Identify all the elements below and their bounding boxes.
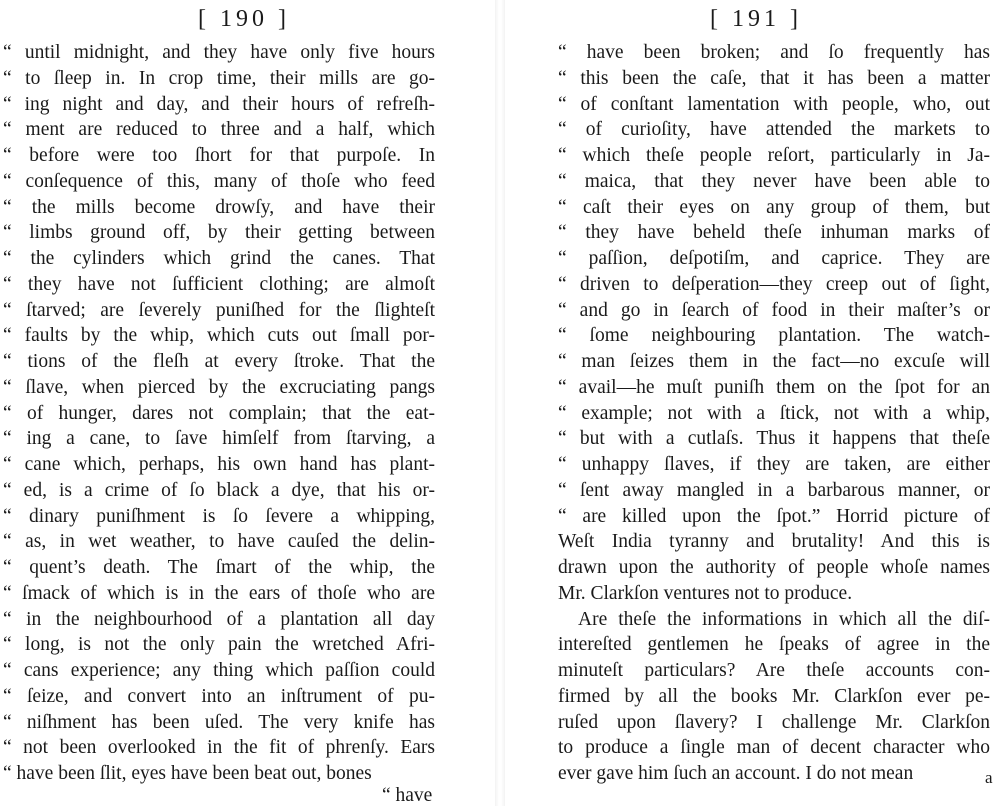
text-line: “ to ſleep in. In crop time, their mills are go- (3, 67, 435, 89)
text-line: “ ing night and day, and their hours of refreſh- (3, 93, 435, 115)
text-line: “ driven to deſperation—they creep out of ſight, (558, 273, 990, 295)
right-page (505, 0, 1000, 806)
text-line: “ have been broken; and ſo frequently has (558, 42, 990, 63)
text-line: “ ſtarved; are ſeverely puniſhed for the ſlighteſt (3, 299, 435, 321)
page-number-left: [ 190 ] (198, 6, 290, 32)
text-line: “ in the neighbourhood of a plantation all day (3, 608, 435, 630)
text-line: “ cans experience; any thing which paſſion could (3, 660, 435, 681)
text-line: “ before were too ſhort for that purpoſe. In (3, 145, 435, 166)
text-line: “ are killed upon the ſpot.” Horrid picture of (558, 505, 990, 527)
text-line: ever gave him ſuch an account. I do not mean (558, 763, 914, 784)
text-line: Weſt India tyranny and brutality! And this is (558, 531, 990, 553)
signature-mark: a (985, 768, 993, 787)
text-line: “ cane which, perhaps, his own hand has plant- (3, 454, 435, 475)
text-line: “ which theſe people reſort, particularly in Ja- (558, 145, 990, 166)
text-line: firmed by all the books Mr. Clarkſon ever pe- (558, 685, 990, 707)
catchword: “ have (382, 785, 433, 806)
text-line: “ they have not ſufficient clothing; are almoſt (3, 273, 435, 295)
text-line: “ ſome neighbouring plantation. The watch- (558, 325, 990, 347)
page-number-right: [ 191 ] (710, 6, 802, 32)
text-line: “ ſent away mangled in a barbarous manner, or (558, 479, 990, 501)
text-line: “ they have beheld theſe inhuman marks of (558, 222, 990, 244)
text-line: Mr. Clarkſon ventures not to produce. (558, 582, 853, 604)
text-line: “ limbs ground off, by their getting between (3, 222, 435, 244)
text-line: “ faults by the whip, which cuts out ſmall por- (3, 325, 435, 347)
text-line: Are theſe the informations in which all the diſ- (578, 608, 990, 630)
text-line: “ ment are reduced to three and a half, which (3, 119, 435, 141)
text-line: “ man ſeizes them in the fact—no excuſe will (558, 351, 990, 372)
text-line: “ the mills become drowſy, and have their (3, 196, 435, 218)
text-line: “ tions of the fleſh at every ſtroke. That the (3, 351, 435, 372)
text-line: minuteſt particulars? Are theſe accounts con- (558, 660, 990, 681)
text-line: “ paſſion, deſpotiſm, and caprice. They are (558, 248, 990, 269)
text-line: “ of hunger, dares not complain; that the eat- (3, 402, 435, 424)
text-line: “ unhappy ſlaves, if they are taken, are either (558, 454, 990, 475)
text-line: “ long, is not the only pain the wretched Afri- (3, 634, 435, 656)
text-line: “ until midnight, and they have only five hours (3, 42, 435, 63)
text-line: “ of curioſity, have attended the markets to (558, 119, 990, 141)
text-line: “ maica, that they never have been able to (558, 170, 990, 192)
left-page (0, 0, 495, 806)
text-line: “ have been ſlit, eyes have been beat out, bones (3, 763, 372, 784)
text-line: “ ſlave, when pierced by the excruciating pangs (3, 376, 435, 398)
text-line: “ as, in wet weather, to have cauſed the delin- (3, 531, 435, 553)
text-line: to produce a ſingle man of decent character who (558, 737, 990, 759)
book-gutter (495, 0, 505, 806)
text-line: “ conſequence of this, many of thoſe who feed (3, 170, 435, 192)
text-line: “ ed, is a crime of ſo black a dye, that his or- (3, 479, 435, 501)
text-line: intereſted gentlemen he ſpeaks of agree in the (558, 634, 990, 656)
text-line: ruſed upon ſlavery? I challenge Mr. Clarkſon (558, 711, 990, 733)
text-line: “ quent’s death. The ſmart of the whip, the (3, 557, 435, 578)
text-line: drawn upon the authority of people whoſe names (558, 557, 990, 578)
text-line: “ the cylinders which grind the canes. That (3, 248, 435, 269)
text-line: “ this been the caſe, that it has been a matter (558, 67, 990, 89)
text-line: “ example; not with a ſtick, not with a whip, (558, 402, 990, 424)
text-line: “ niſhment has been uſed. The very knife has (3, 711, 435, 733)
text-line: “ ing a cane, to ſave himſelf from ſtarving, a (3, 428, 435, 450)
text-line: “ ſmack of which is in the ears of thoſe who are (3, 582, 435, 604)
text-line: “ but with a cutlaſs. Thus it happens that theſe (558, 428, 990, 450)
text-line: “ ſeize, and convert into an inſtrument of pu- (3, 685, 435, 707)
text-line: “ avail—he muſt puniſh them on the ſpot for an (558, 376, 990, 398)
text-line: “ caſt their eyes on any group of them, but (558, 196, 990, 218)
text-line: “ not been overlooked in the fit of phrenſy. Ears (3, 737, 435, 759)
text-line: “ dinary puniſhment is ſo ſevere a whipping, (3, 505, 435, 527)
text-line: “ of conſtant lamentation with people, who, out (558, 93, 990, 115)
text-line: “ and go in ſearch of food in their maſter’s or (558, 299, 990, 321)
